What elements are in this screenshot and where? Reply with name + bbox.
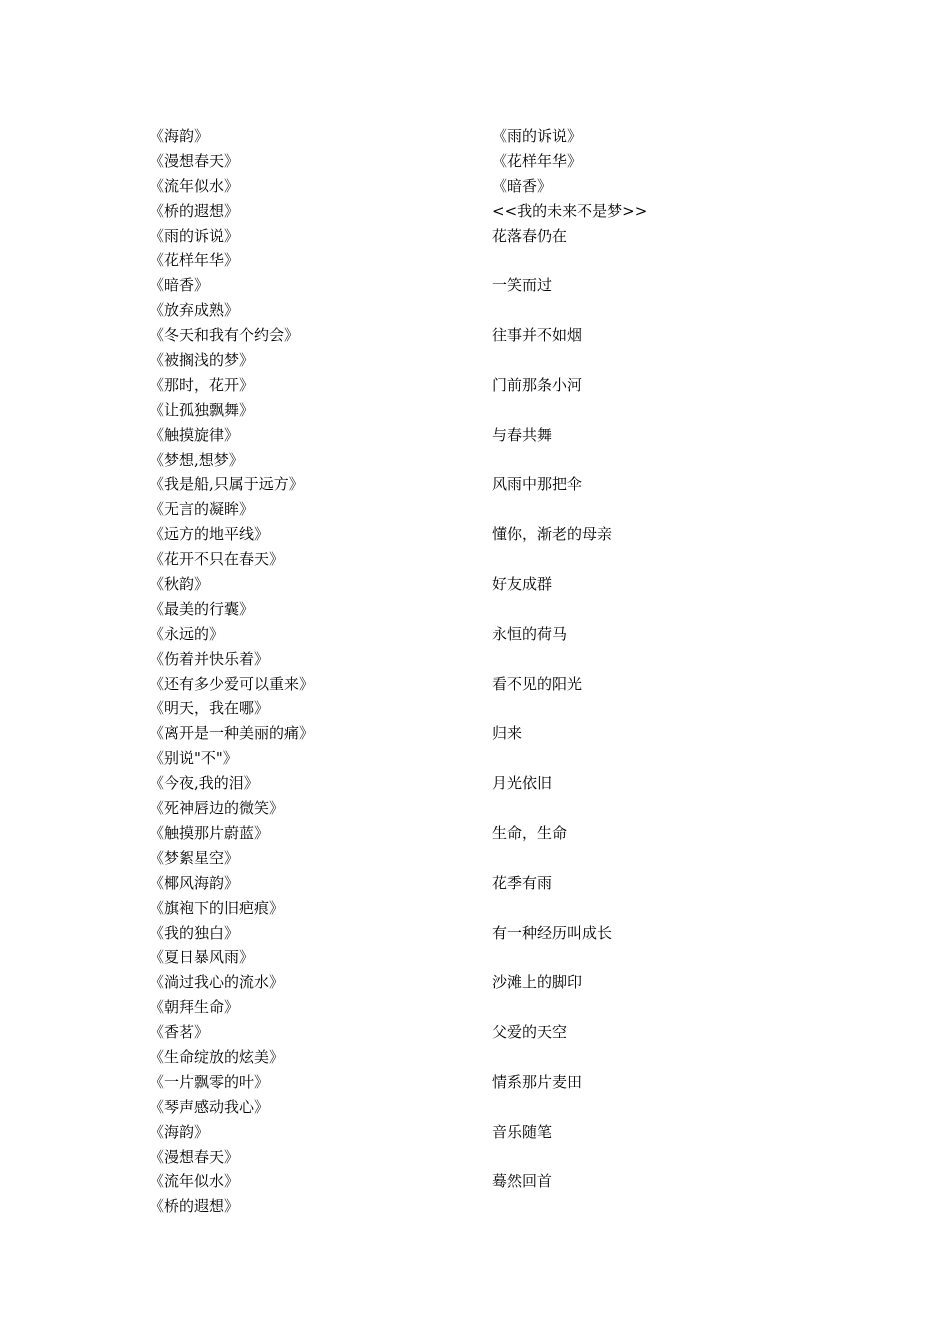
title-entry: 《淌过我心的流水》 <box>149 973 285 992</box>
title-entry: 《暗香》 <box>149 276 210 295</box>
title-entry: 《桥的遐想》 <box>149 201 240 220</box>
title-entry: 《那时，花开》 <box>149 375 255 394</box>
title-entry <box>492 248 812 273</box>
title-entry: 《触摸旋律》 <box>149 425 240 444</box>
title-entry: 花落春仍在 <box>492 226 568 245</box>
title-entry: 月光依旧 <box>492 774 553 793</box>
title-entry: 《明天，我在哪》 <box>149 699 270 718</box>
title-entry: 与春共舞 <box>492 425 553 444</box>
title-entry <box>492 945 812 970</box>
title-entry: 音乐随笔 <box>492 1122 553 1141</box>
title-entry: 《远方的地平线》 <box>149 525 270 544</box>
title-entry <box>492 547 812 572</box>
title-entry: 《今夜,我的泪》 <box>149 774 259 793</box>
title-entry <box>492 1095 812 1120</box>
title-entry <box>492 298 812 323</box>
title-entry: 蓦然回首 <box>492 1172 553 1191</box>
title-entry: 《雨的诉说》 <box>492 127 583 145</box>
title-entry: 《椰风海韵》 <box>149 873 240 892</box>
title-entry: 《花开不只在春天》 <box>149 550 285 569</box>
title-entry: 沙滩上的脚印 <box>492 973 583 992</box>
title-entry: 往事并不如烟 <box>492 326 583 345</box>
title-entry <box>492 448 812 473</box>
title-entry <box>492 647 812 672</box>
title-entry: 《花样年华》 <box>492 151 583 170</box>
title-entry: 《流年似水》 <box>149 176 240 195</box>
title-entry: 《朝拜生命》 <box>149 998 240 1017</box>
title-entry <box>492 1145 812 1170</box>
title-entry <box>492 846 812 871</box>
title-entry <box>492 995 812 1020</box>
title-entry: 《死神唇边的微笑》 <box>149 799 285 818</box>
title-entry: 《我是船,只属于远方》 <box>149 475 304 494</box>
title-entry: 《桥的遐想》 <box>149 1197 240 1216</box>
title-entry: 《伤着并快乐着》 <box>149 649 270 668</box>
title-entry: 《雨的诉说》 <box>149 226 240 245</box>
title-entry: 《让孤独飘舞》 <box>149 400 255 419</box>
title-entry: 《夏日暴风雨》 <box>149 948 255 967</box>
title-entry: 《冬天和我有个约会》 <box>149 326 300 345</box>
title-entry <box>492 896 812 921</box>
title-entry: 门前那条小河 <box>492 375 583 394</box>
title-entry: 花季有雨 <box>492 873 553 892</box>
title-entry: 情系那片麦田 <box>492 1072 583 1091</box>
title-entry: 归来 <box>492 724 523 743</box>
title-entry: 《放弃成熟》 <box>149 301 240 320</box>
title-entry: 《被搁浅的梦》 <box>149 351 255 370</box>
title-entry <box>492 348 812 373</box>
title-entry: 风雨中那把伞 <box>492 475 583 494</box>
title-entry: 《永远的》 <box>149 624 225 643</box>
title-entry: 《生命绽放的炫美》 <box>149 1047 285 1066</box>
title-entry: <<我的未来不是梦>> <box>492 201 648 220</box>
title-entry <box>492 796 812 821</box>
title-entry: 《别说"不"》 <box>149 749 238 768</box>
title-entry: 一笑而过 <box>492 276 553 295</box>
title-entry: 看不见的阳光 <box>492 674 583 693</box>
title-entry: 《琴声感动我心》 <box>149 1097 270 1116</box>
title-entry: 《最美的行囊》 <box>149 599 255 618</box>
title-entry: 懂你，渐老的母亲 <box>492 525 613 544</box>
title-entry <box>492 398 812 423</box>
title-entry: 好友成群 <box>492 575 553 594</box>
title-entry <box>492 696 812 721</box>
title-entry: 《梦想,想梦》 <box>149 450 244 469</box>
title-entry: 《旗袍下的旧疤痕》 <box>149 898 285 917</box>
title-entry: 《海韵》 <box>149 127 210 145</box>
title-entry: 《秋韵》 <box>149 575 210 594</box>
title-entry: 《梦絮星空》 <box>149 848 240 867</box>
title-entry <box>492 597 812 622</box>
title-entry: 《海韵》 <box>149 1122 210 1141</box>
title-entry: 《漫想春天》 <box>149 151 240 170</box>
title-entry: 《离开是一种美丽的痛》 <box>149 724 315 743</box>
title-list-right <box>492 124 812 1194</box>
title-entry: 《暗香》 <box>492 176 553 195</box>
title-entry: 《流年似水》 <box>149 1172 240 1191</box>
title-entry: 《无言的凝眸》 <box>149 500 255 519</box>
title-entry: 《触摸那片蔚蓝》 <box>149 823 270 842</box>
title-entry: 《我的独白》 <box>149 923 240 942</box>
title-entry: 《还有多少爱可以重来》 <box>149 674 315 693</box>
title-entry: 《香茗》 <box>149 1023 210 1042</box>
title-entry: 《一片飘零的叶》 <box>149 1072 270 1091</box>
title-entry <box>492 497 812 522</box>
title-entry: 生命，生命 <box>492 823 568 842</box>
title-entry <box>492 1045 812 1070</box>
title-entry: 父爱的天空 <box>492 1023 568 1042</box>
title-entry: 有一种经历叫成长 <box>492 923 613 942</box>
title-entry <box>492 746 812 771</box>
title-entry: 永恒的荷马 <box>492 624 568 643</box>
title-list-left <box>149 124 469 1219</box>
title-entry: 《漫想春天》 <box>149 1147 240 1166</box>
title-entry: 《花样年华》 <box>149 251 240 270</box>
